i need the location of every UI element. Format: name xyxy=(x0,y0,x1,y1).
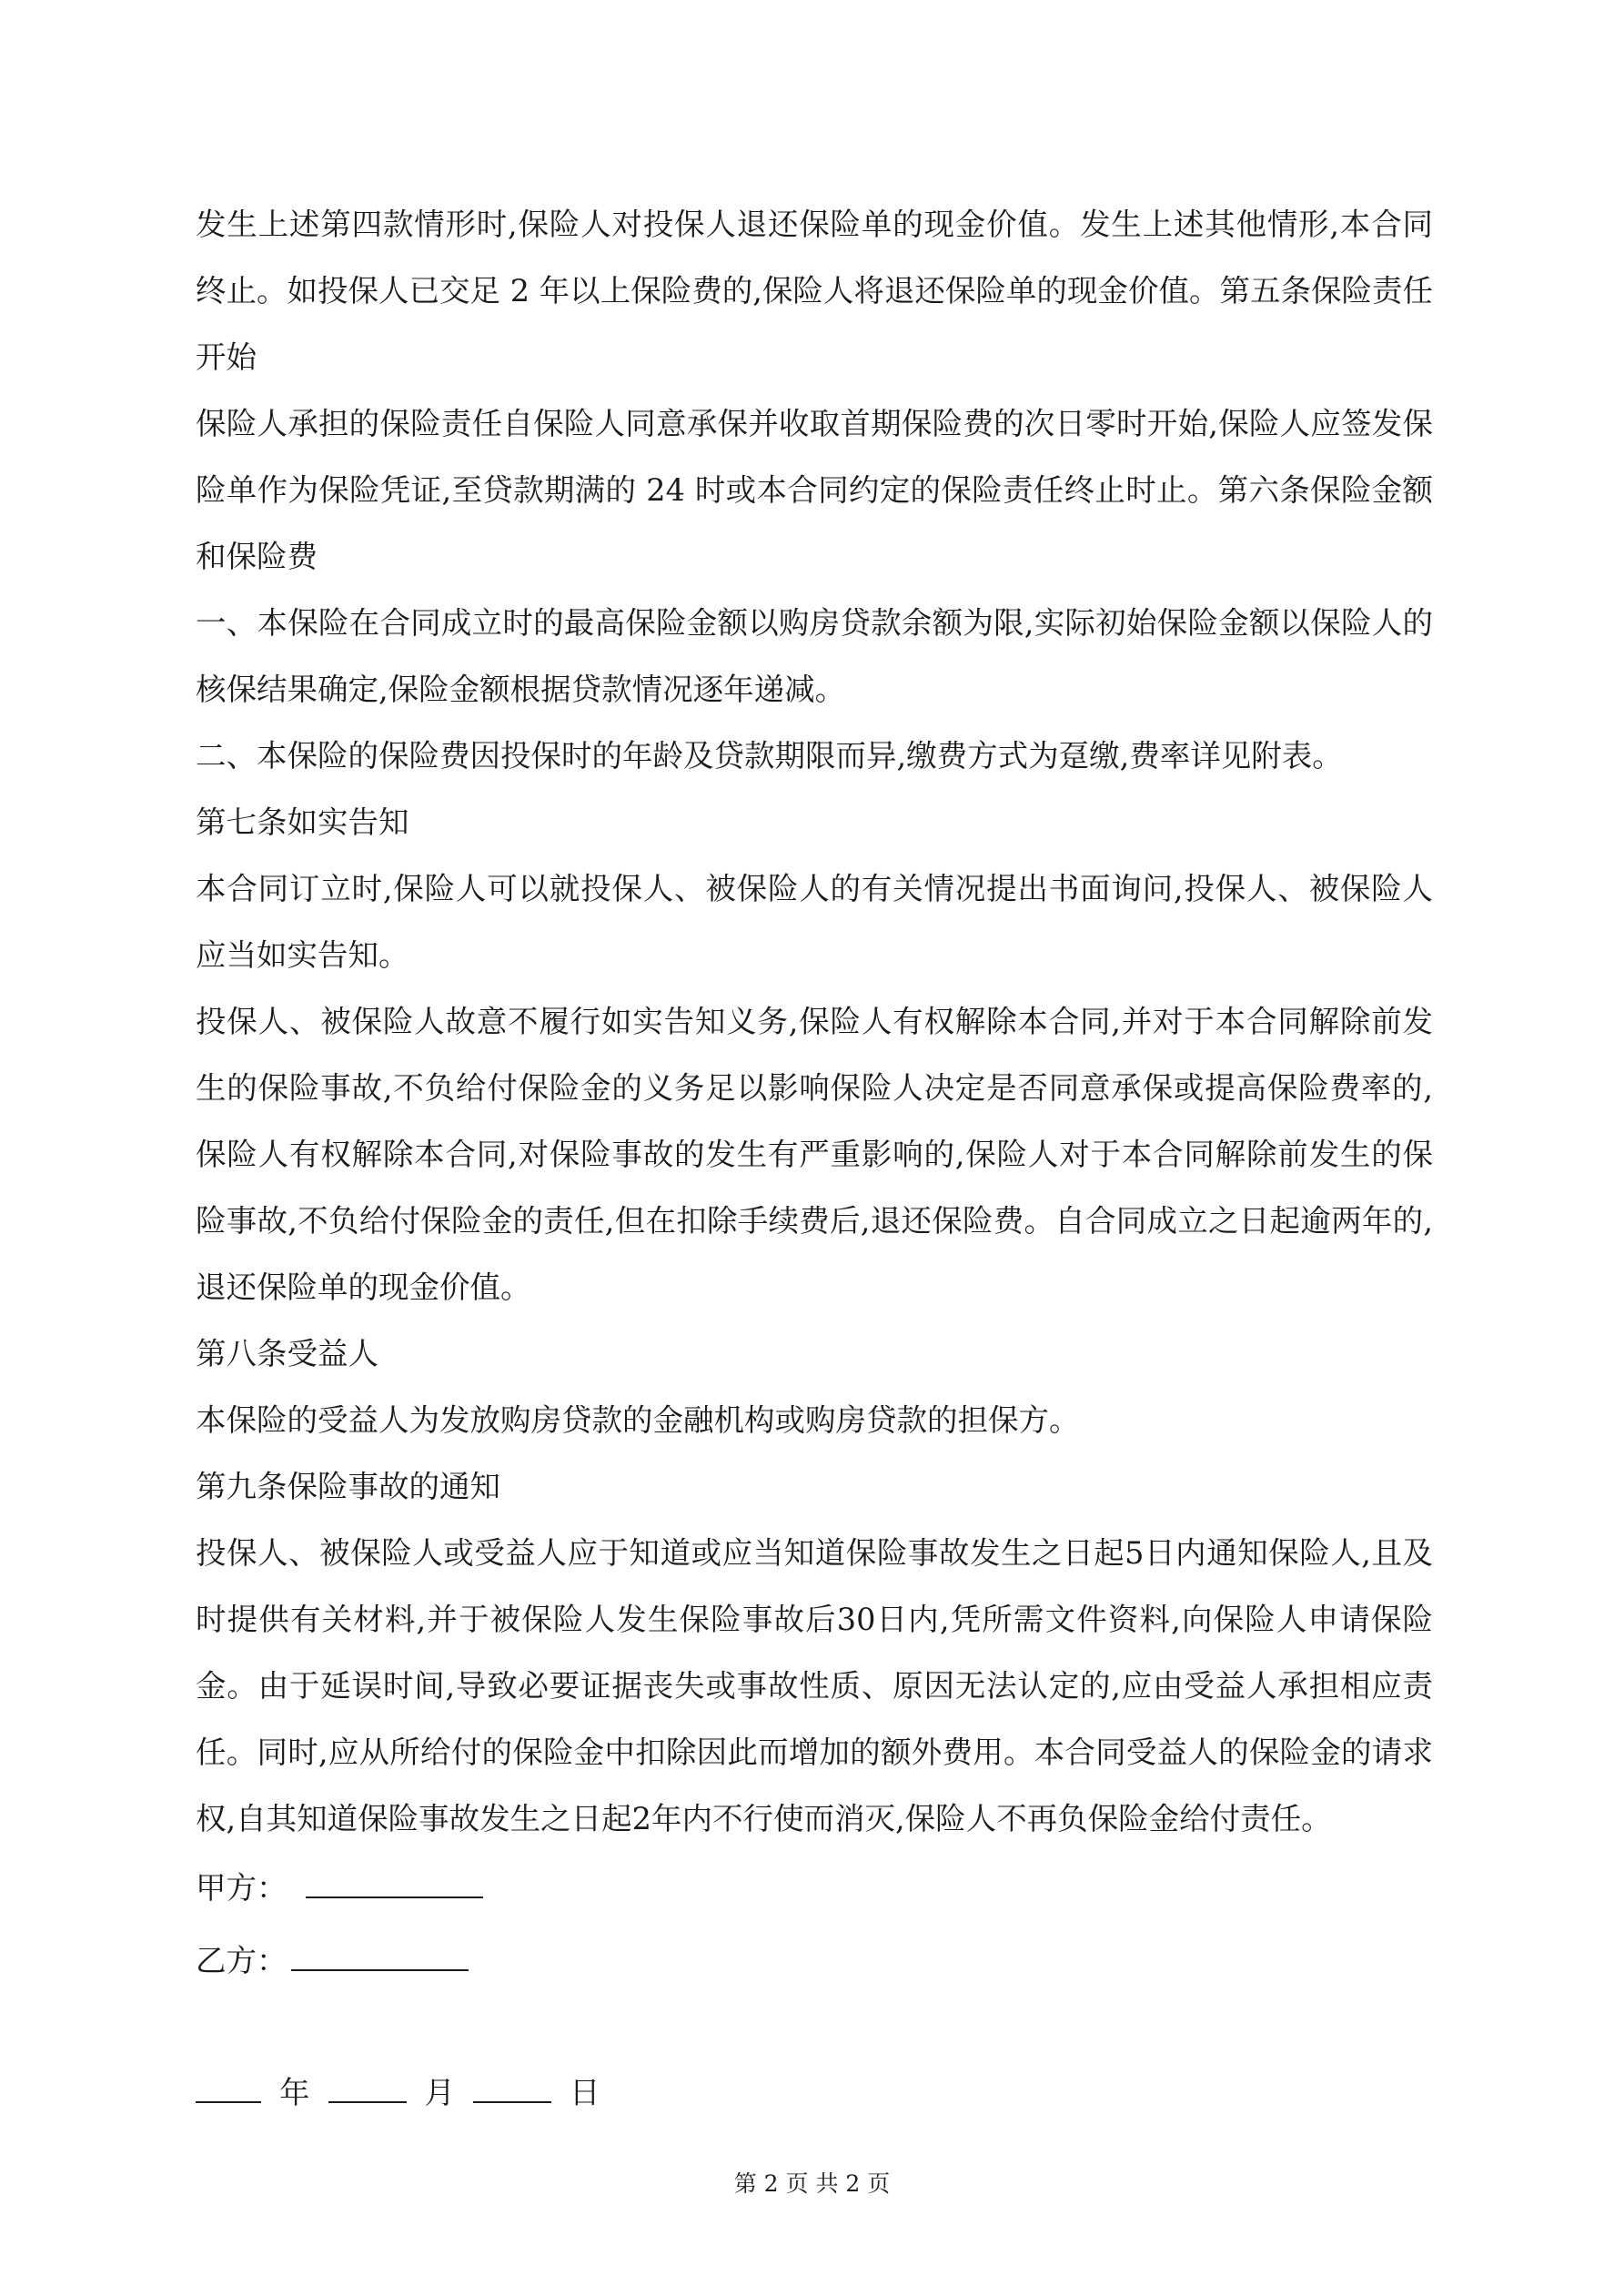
paragraph-termination: 发生上述第四款情形时,保险人对投保人退还保险单的现金价值。发生上述其他情形,本合同终止。如投保人已交足 2 年以上保险费的,保险人将退还保险单的现金价值。第五条保险责任开始 xyxy=(196,207,1433,375)
paragraph-notification: 投保人、被保险人或受益人应于知道或应当知道保险事故发生之日起5日内通知保险人,且及时提供有关材料,并于被保险人发生保险事故后30日内,凭所需文件资料,向保险人申请保险金。由于延误时间,导致必要证据丧失或事故性质、原因无法认定的,应由受益人承担相应责任。同时,应从所给付的保险金中扣除因此而增加的额外费用。本合同受益人的保险金的请求权,自其知道保险事故发生之日起2年内不行使而消灭,保险人不再负保险金给付责任。 xyxy=(196,1535,1433,1836)
party-a-line xyxy=(196,1852,1433,1925)
party-b-blank xyxy=(291,1938,469,1971)
party-b-label: 乙方： xyxy=(196,1943,287,1978)
party-b-line xyxy=(196,1925,1433,1998)
month-blank xyxy=(328,2070,407,2103)
paragraph-amount-1: 一、本保险在合同成立时的最高保险金额以购房贷款余额为限,实际初始保险金额以保险人的核保结果确定,保险金额根据贷款情况逐年递减。 xyxy=(196,605,1433,707)
year-blank xyxy=(196,2070,261,2103)
paragraph-liability-start: 保险人承担的保险责任自保险人同意承保并收取首期保险费的次日零时开始,保险人应签发保险单作为保险凭证,至贷款期满的 24 时或本合同约定的保险责任终止时止。第六条保险金额和保险费 xyxy=(196,406,1433,574)
page-footer: 第 2 页 共 2 页 xyxy=(733,2170,891,2197)
party-a-blank xyxy=(306,1866,483,1898)
paragraph-beneficiary: 本保险的受益人为发放购房贷款的金融机构或购房贷款的担保方。 xyxy=(196,1402,1080,1438)
year-label: 年 xyxy=(279,2075,310,2110)
day-label: 日 xyxy=(570,2075,600,2110)
date-line xyxy=(196,2066,600,2120)
paragraph-disclosure-1: 本合同订立时,保险人可以就投保人、被保险人的有关情况提出书面询问,投保人、被保险人应当如实告知。 xyxy=(196,871,1433,973)
day-blank xyxy=(473,2070,551,2103)
month-label: 月 xyxy=(424,2075,455,2110)
heading-article-9: 第九条保险事故的通知 xyxy=(196,1469,500,1504)
heading-article-7: 第七条如实告知 xyxy=(196,804,409,840)
paragraph-disclosure-2: 投保人、被保险人故意不履行如实告知义务,保险人有权解除本合同,并对于本合同解除前发生的保险事故,不负给付保险金的义务足以影响保险人决定是否同意承保或提高保险费率的,保险人有权解除本合同,对保险事故的发生有严重影响的,保险人对于本合同解除前发生的保险事故,不负给付保险金的责任,但在扣除手续费后,退还保险费。自合同成立之日起逾两年的,退还保险单的现金价值。 xyxy=(196,1004,1433,1305)
paragraph-amount-2: 二、本保险的保险费因投保时的年龄及贷款期限而异,缴费方式为趸缴,费率详见附表。 xyxy=(196,738,1343,774)
party-a-label: 甲方： xyxy=(196,1870,287,1906)
document-body xyxy=(196,191,1433,1998)
signature-block xyxy=(196,1852,1433,1998)
heading-article-8: 第八条受益人 xyxy=(196,1336,378,1371)
